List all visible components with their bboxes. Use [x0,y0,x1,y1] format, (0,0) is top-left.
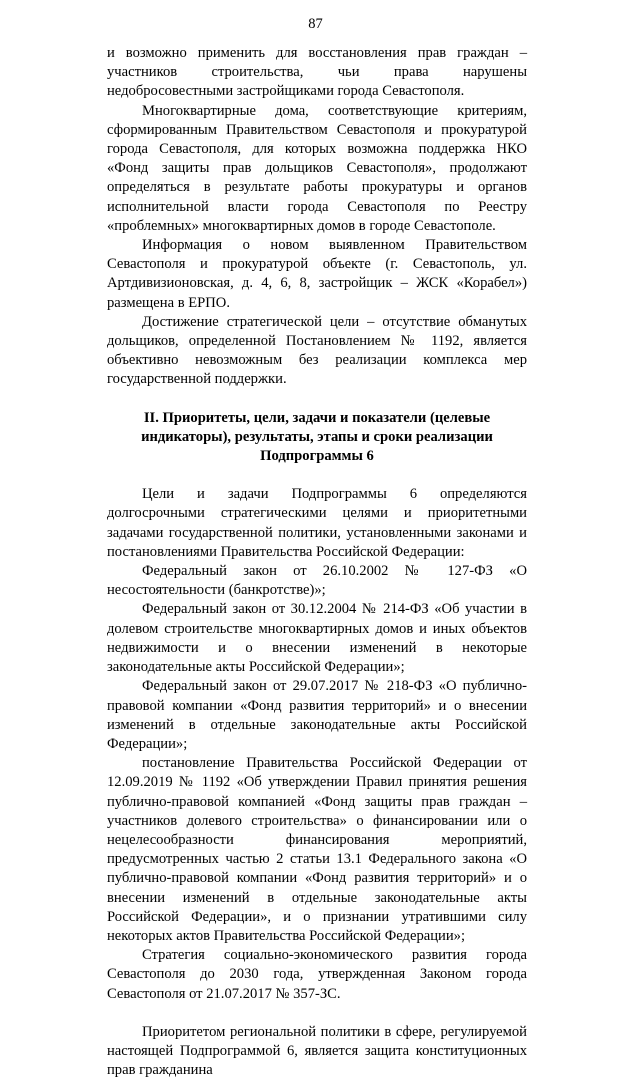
page-number: 87 [308,16,323,32]
paragraph: и возможно применить для восстановления прав граждан – участников строительства, чьи права нарушены недобросовестными застройщиками города Севастополя. [107,45,527,100]
list-item: постановление Правительства Российской Федерации от 12.09.2019 № 1192 «Об утверждении Правил принятия решения публично-правовой компанией «Фонд защиты прав граждан – участников долевого строительства» о финансировании или о нецелесообразности финансирования мероприятий, предусмотренных частью 2 статьи 13.1 Федерального закона «О публично-правовой компании «Фонд развития территорий» и о внесении изменений в отдельные законодательные акты Российской Федерации», и о признании утратившими силу некоторых актов Правительства Российской Федерации»; [107,755,527,944]
document-body [107,44,527,1080]
section-heading: II. Приоритеты, цели, задачи и показатели (целевые индикаторы), результаты, этапы и сроки реализации Подпрограммы 6 [141,409,493,465]
list-item: Федеральный закон от 26.10.2002 № 127-ФЗ «О несостоятельности (банкротстве)»; [107,563,527,599]
paragraph: Достижение стратегической цели – отсутствие обманутых дольщиков, определенной Постановлением № 1192, является объективно невозможным без реализации комплекса мер государственной поддержки. [107,313,527,388]
paragraph: Приоритетом региональной политики в сфере, регулируемой настоящей Подпрограммой 6, является защита конституционных прав гражданина [107,1023,527,1079]
list-item: Стратегия социально-экономического развития города Севастополя до 2030 года, утвержденная Законом города Севастополя от 21.07.2017 № 357-ЗС. [107,947,527,1002]
list-item: Федеральный закон от 30.12.2004 № 214-ФЗ «Об участии в долевом строительстве многоквартирных домов и иных объектов недвижимости и о внесении изменений в некоторые законодательные акты Российской Федерации»; [107,601,527,676]
paragraph: Информация о новом выявленном Правительством Севастополя и прокуратурой объекте (г. Севастополь, ул. Артдивизионовская, д. 4, 6, 8, застройщик – ЖСК «Корабел») размещена в ЕРПО. [107,237,527,311]
paragraph: Цели и задачи Подпрограммы 6 определяются долгосрочными стратегическими целями и приоритетными задачами государственной политики, установленными законами и постановлениями Правительства Российской Федерации: [107,486,527,560]
paragraph: Многоквартирные дома, соответствующие критериям, сформированным Правительством Севастополя и прокуратурой города Севастополя, для которых возможна поддержка НКО «Фонд защиты прав дольщиков Севастополя», продолжают определяться в результате работы прокуратуры и органов исполнительной власти города Севастополя по Реестру «проблемных» многоквартирных домов в городе Севастополе. [107,102,527,234]
list-item: Федеральный закон от 29.07.2017 № 218-ФЗ «О публично-правовой компании «Фонд развития территорий» и о внесении изменений в отдельные законодательные акты Российской Федерации»; [107,678,527,752]
